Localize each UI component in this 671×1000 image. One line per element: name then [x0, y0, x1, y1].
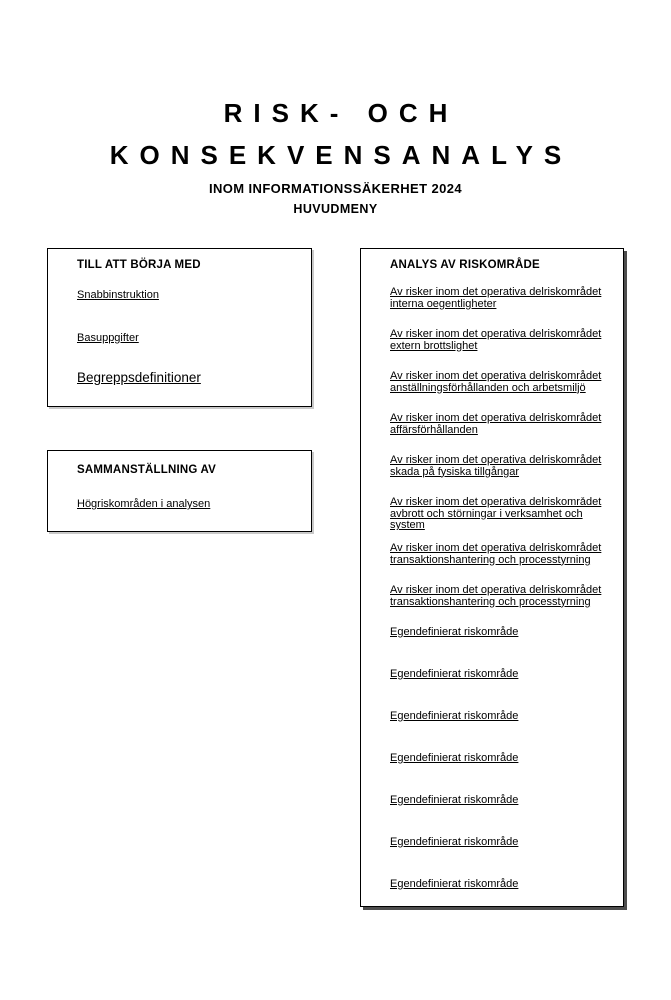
- custom-risk-area-link-1[interactable]: Egendefinierat riskområde: [390, 626, 519, 638]
- custom-risk-area-link-2[interactable]: Egendefinierat riskområde: [390, 668, 519, 680]
- risk-area-analysis-header: ANALYS AV RISKOMRÅDE: [390, 259, 540, 271]
- custom-risk-area-link-5[interactable]: Egendefinierat riskområde: [390, 794, 519, 806]
- risk-area-link-3[interactable]: Av risker inom det operativa delriskområdet anställningsförhållanden och arbetsmiljö: [390, 370, 602, 394]
- risk-area-link-8[interactable]: Av risker inom det operativa delriskområdet transaktionshantering och processtyrning: [390, 584, 602, 608]
- custom-risk-area-link-7[interactable]: Egendefinierat riskområde: [390, 878, 519, 890]
- risk-area-link-2[interactable]: Av risker inom det operativa delriskområdet extern brottslighet: [390, 328, 602, 352]
- link-begreppsdefinitioner[interactable]: Begreppsdefinitioner: [77, 370, 201, 385]
- risk-area-link-4[interactable]: Av risker inom det operativa delriskområdet affärsförhållanden: [390, 412, 602, 436]
- getting-started-header: TILL ATT BÖRJA MED: [77, 259, 201, 271]
- risk-area-link-7[interactable]: Av risker inom det operativa delriskområdet transaktionshantering och processtyrning: [390, 542, 602, 566]
- risk-area-link-5[interactable]: Av risker inom det operativa delriskområdet skada på fysiska tillgångar: [390, 454, 602, 478]
- summary-header: SAMMANSTÄLLNING AV: [77, 464, 217, 476]
- link-snabbinstruktion[interactable]: Snabbinstruktion: [77, 289, 159, 301]
- risk-area-link-1[interactable]: Av risker inom det operativa delriskområdet interna oegentligheter: [390, 286, 602, 310]
- custom-risk-area-link-6[interactable]: Egendefinierat riskområde: [390, 836, 519, 848]
- custom-risk-area-link-3[interactable]: Egendefinierat riskområde: [390, 710, 519, 722]
- risk-area-link-list: [390, 287, 620, 907]
- link-hogriskomraden[interactable]: Högriskområden i analysen: [77, 498, 211, 510]
- risk-area-analysis-panel: [360, 248, 624, 907]
- summary-panel: [47, 450, 312, 532]
- main-menu-label: HUVUDMENY: [293, 202, 378, 216]
- custom-risk-area-link-4[interactable]: Egendefinierat riskområde: [390, 752, 519, 764]
- link-basuppgifter[interactable]: Basuppgifter: [77, 332, 139, 344]
- risk-area-link-6[interactable]: Av risker inom det operativa delriskområdet avbrott och störningar i verksamhet och system: [390, 497, 602, 530]
- getting-started-panel: [47, 248, 312, 407]
- page-title-line-2: KONSEKVENSANALYS: [109, 140, 573, 170]
- page-title-line-1: RISK- OCH: [223, 98, 459, 128]
- page-subtitle: INOM INFORMATIONSSÄKERHET 2024: [208, 181, 462, 196]
